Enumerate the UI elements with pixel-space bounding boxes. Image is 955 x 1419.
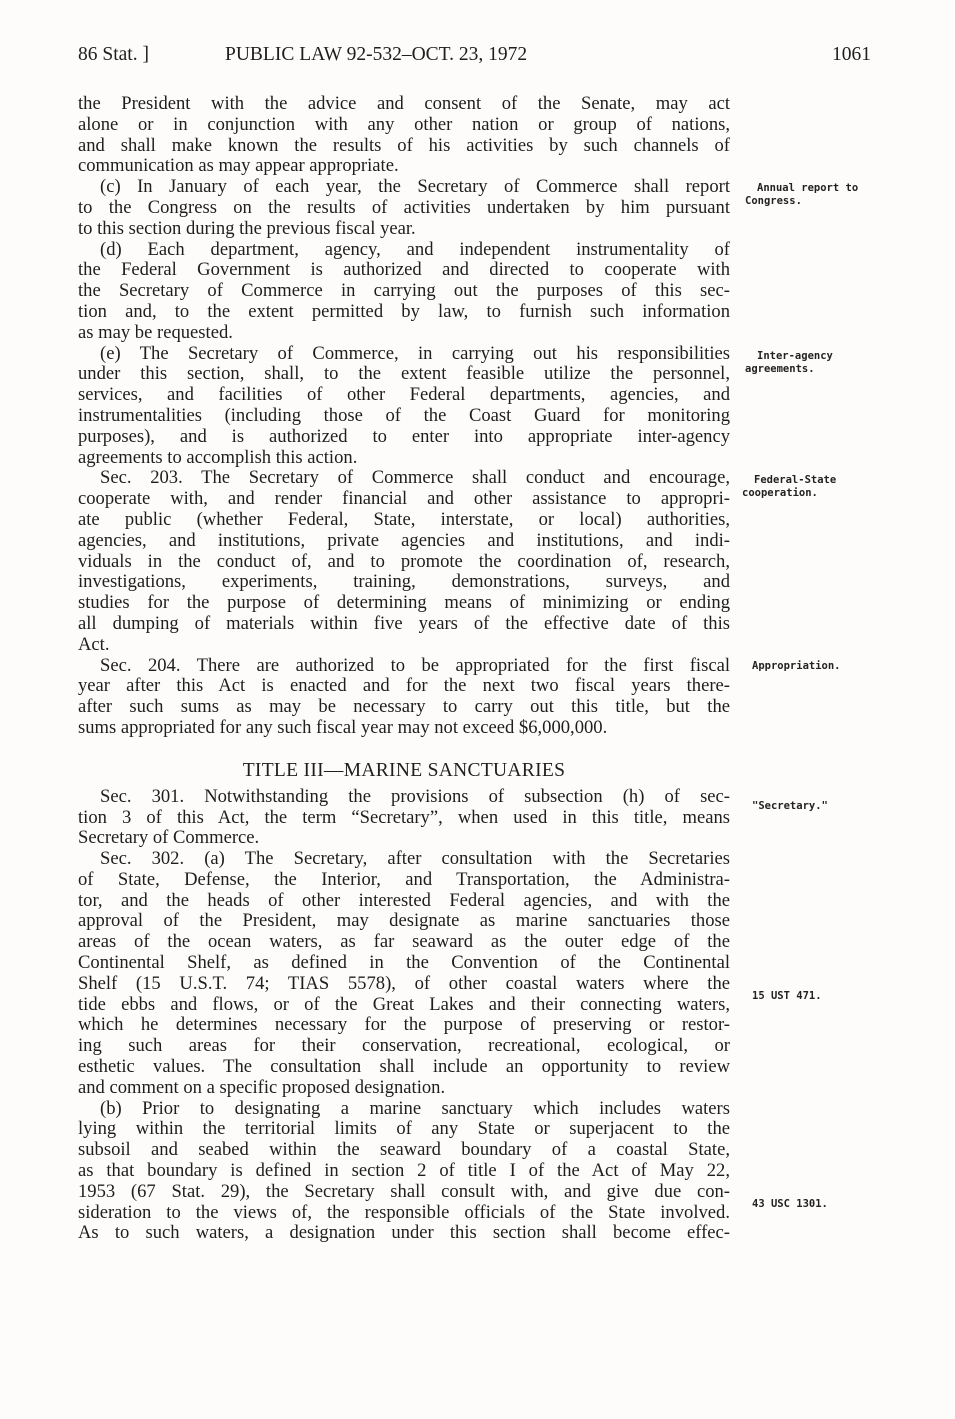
margin-note — [752, 660, 841, 673]
text-line: (d) Each department, agency, and independent instrumentality of — [100, 238, 730, 260]
text-line: lying within the territorial limits of any State or superjacent to the — [78, 1118, 730, 1140]
text-line: 1953 (67 Stat. 29), the Secretary shall consult with, and give due con- — [78, 1180, 730, 1202]
text-line: tion 3 of this Act, the term “Secretary”, when used in this title, means — [78, 806, 730, 828]
text-line: under this section, shall, to the extent feasible utilize the personnel, — [78, 363, 730, 385]
margin-note — [745, 350, 833, 376]
header-title: PUBLIC LAW 92-532–OCT. 23, 1972 — [225, 44, 528, 65]
text-line: as that boundary is defined in section 2 of title I of the Act of May 22, — [78, 1160, 730, 1182]
text-line: areas of the ocean waters, as far seaward as the outer edge of the — [78, 931, 730, 953]
text-line: cooperate with, and render financial and other assistance to appropri- — [78, 488, 730, 510]
text-line: Secretary of Commerce. — [78, 827, 260, 849]
paragraph — [78, 656, 730, 739]
text-line: after such sums as may be necessary to carry out this title, but the — [78, 696, 730, 718]
text-line: all dumping of materials within five years of the effective date of this — [78, 612, 730, 634]
margin-note-line: 15 UST 471. — [752, 990, 822, 1002]
margin-note — [752, 1198, 828, 1211]
text-line: ing such areas for their conservation, recreational, ecological, or — [78, 1035, 730, 1057]
text-line: year after this Act is enacted and for the next two fiscal years there- — [78, 675, 730, 697]
margin-note-line: "Secretary." — [752, 800, 828, 812]
text-line: sideration to the views of, the responsible officials of the State involved. — [78, 1201, 730, 1223]
text-line: investigations, experiments, training, demonstrations, surveys, and — [78, 571, 730, 593]
text-line: (e) The Secretary of Commerce, in carrying out his responsibilities — [100, 342, 730, 364]
text-line: Sec. 203. The Secretary of Commerce shall conduct and encourage, — [100, 467, 730, 489]
text-line: the Federal Government is authorized and directed to cooperate with — [78, 259, 730, 281]
text-line: of State, Defense, the Interior, and Transportation, the Administra- — [78, 868, 730, 890]
section-title: TITLE III—MARINE SANCTUARIES — [242, 759, 566, 781]
text-line: Sec. 302. (a) The Secretary, after consultation with the Secretaries — [100, 848, 730, 870]
margin-note-line: Annual report to — [757, 182, 859, 194]
margin-note-line: Federal-State — [754, 474, 837, 486]
text-line: Sec. 204. There are authorized to be appropriated for the first fiscal — [100, 654, 730, 676]
paragraph — [78, 1099, 730, 1245]
text-line: to this section during the previous fiscal year. — [78, 217, 416, 239]
text-line: viduals in the conduct of, and to promote the coordination of, research, — [78, 550, 730, 572]
text-line: services, and facilities of other Federal departments, agencies, and — [78, 384, 730, 406]
margin-note — [745, 182, 858, 208]
margin-note — [752, 800, 828, 813]
paragraph — [78, 94, 730, 177]
text-line: tor, and the heads of other interested Federal agencies, and with the — [78, 889, 730, 911]
paragraph — [78, 177, 730, 239]
margin-note-line: Congress. — [745, 195, 802, 207]
margin-note — [752, 990, 822, 1003]
body-text — [78, 94, 730, 1244]
text-line: alone or in conjunction with any other nation or group of nations, — [78, 113, 730, 135]
paragraph — [78, 787, 730, 849]
paragraph — [78, 344, 730, 469]
page-number: 1061 — [832, 44, 871, 65]
volume-reference: 86 Stat. ] — [78, 44, 149, 65]
paragraph — [78, 240, 730, 344]
text-line: ate public (whether Federal, State, interstate, or local) authorities, — [78, 508, 730, 530]
text-line: instrumentalities (including those of the Coast Guard for monitoring — [78, 404, 730, 426]
paragraph — [78, 468, 730, 655]
text-line: as may be requested. — [78, 321, 233, 343]
text-line: (c) In January of each year, the Secretary of Commerce shall report — [100, 176, 730, 198]
text-line: subsoil and seabed within the seaward boundary of a coastal State, — [78, 1139, 730, 1161]
text-line: Sec. 301. Notwithstanding the provisions of subsection (h) of sec- — [100, 785, 730, 807]
text-line: Shelf (15 U.S.T. 74; TIAS 5578), of other coastal waters where the — [78, 972, 730, 994]
margin-note — [742, 474, 836, 500]
text-line: to the Congress on the results of activities undertaken by him pursuant — [78, 196, 730, 218]
text-line: sums appropriated for any such fiscal year may not exceed $6,000,000. — [78, 716, 608, 738]
text-line: esthetic values. The consultation shall include an opportunity to review — [78, 1056, 730, 1078]
text-line: agreements to accomplish this action. — [78, 446, 358, 468]
paragraph — [78, 849, 730, 1099]
text-line: agencies, and institutions, private agencies and institutions, and indi- — [78, 529, 730, 551]
text-line: the President with the advice and consent of the Senate, may act — [78, 93, 730, 114]
text-line: and comment on a specific proposed designation. — [78, 1076, 446, 1098]
text-line: studies for the purpose of determining means of minimizing or ending — [78, 592, 730, 614]
text-line: communication as may appear appropriate. — [78, 155, 399, 177]
margin-note-line: agreements. — [745, 363, 815, 375]
text-line: and shall make known the results of his activities by such channels of — [78, 134, 730, 156]
text-line: approval of the President, may designate as marine sanctuaries those — [78, 910, 730, 932]
text-line: (b) Prior to designating a marine sanctuary which includes waters — [100, 1097, 730, 1119]
text-line: tion and, to the extent permitted by law, to furnish such information — [78, 300, 730, 322]
text-line: Act. — [78, 633, 110, 655]
margin-note-line: Appropriation. — [752, 660, 841, 672]
text-line: the Secretary of Commerce in carrying out the purposes of this sec- — [78, 280, 730, 302]
text-line: Continental Shelf, as defined in the Convention of the Continental — [78, 952, 730, 974]
margin-note-line: cooperation. — [742, 487, 818, 499]
margin-note-line: Inter-agency — [757, 350, 833, 362]
text-line: which he determines necessary for the purpose of preserving or restor- — [78, 1014, 730, 1036]
text-line: purposes), and is authorized to enter into appropriate inter-agency — [78, 425, 730, 447]
text-line: tide ebbs and flows, or of the Great Lakes and their connecting waters, — [78, 993, 730, 1015]
text-line: As to such waters, a designation under this section shall become effec- — [78, 1222, 730, 1244]
margin-note-line: 43 USC 1301. — [752, 1198, 828, 1210]
